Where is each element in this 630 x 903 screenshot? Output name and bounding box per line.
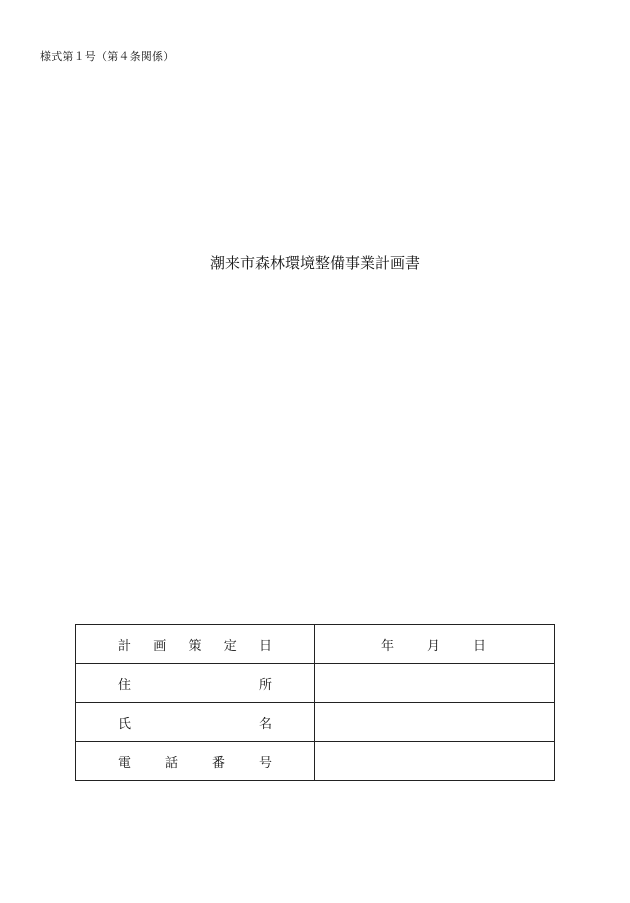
label-char: 電	[118, 755, 132, 771]
label-char: 話	[164, 755, 178, 771]
plan-date-field[interactable]	[315, 625, 555, 664]
table-row-phone	[76, 742, 555, 781]
label-char: 名	[258, 716, 272, 732]
label-char: 号	[258, 755, 272, 771]
label-char: 画	[153, 638, 167, 654]
label-char: 住	[118, 677, 132, 693]
label-char: 日	[258, 638, 272, 654]
address-label	[76, 664, 315, 703]
label-char: 計	[118, 638, 132, 654]
day-unit-label: 日	[472, 638, 486, 654]
document-title: 潮来市森林環境整備事業計画書	[209, 254, 420, 272]
name-label	[76, 703, 315, 742]
table-row-name	[76, 703, 555, 742]
phone-number-field[interactable]	[315, 742, 555, 781]
label-char: 策	[188, 638, 202, 654]
form-number-label: 様式第１号（第４条関係）	[40, 50, 175, 63]
table-row-plan-date	[76, 625, 555, 664]
label-char: 定	[223, 638, 237, 654]
label-char: 番	[211, 755, 225, 771]
month-unit-label: 月	[426, 638, 440, 654]
label-char: 氏	[118, 716, 132, 732]
phone-number-label	[76, 742, 315, 781]
name-field[interactable]	[315, 703, 555, 742]
table-row-address	[76, 664, 555, 703]
address-field[interactable]	[315, 664, 555, 703]
year-unit-label: 年	[381, 638, 395, 654]
label-char: 所	[258, 677, 272, 693]
plan-date-label	[76, 625, 315, 664]
plan-info-table	[75, 624, 555, 781]
